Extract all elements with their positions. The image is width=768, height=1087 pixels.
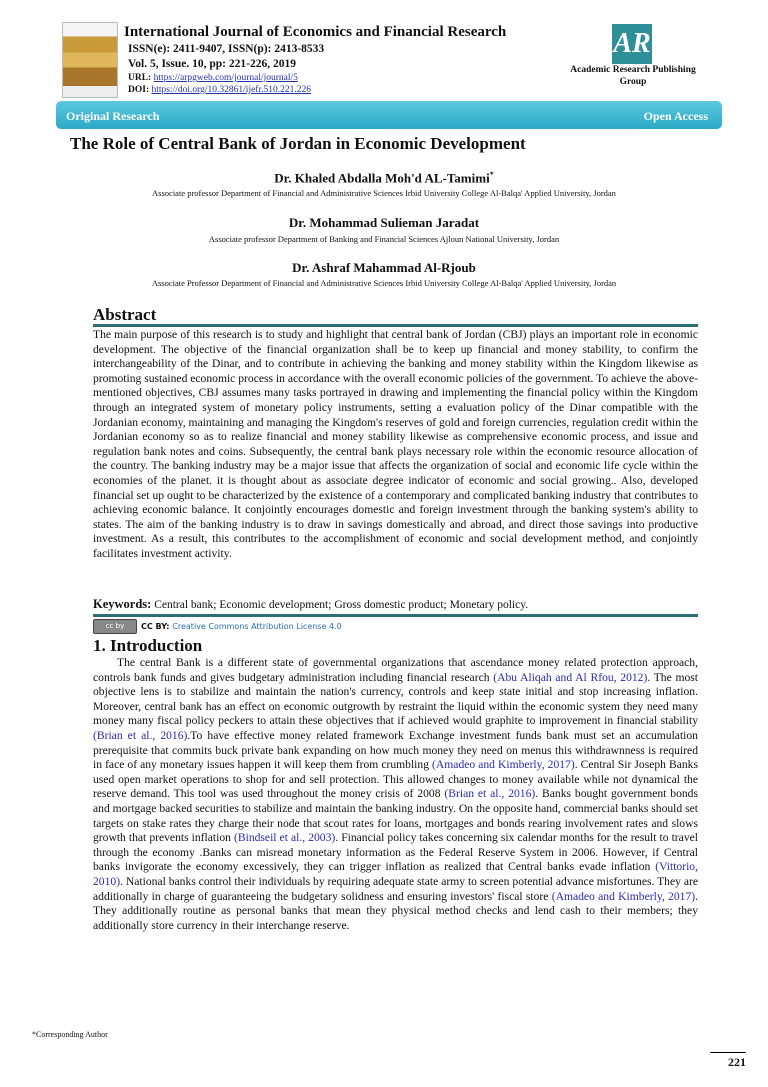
citation-link[interactable]: (Abu Aliqah and Al Rfou, 2012) <box>493 670 648 684</box>
publisher-logo: AR <box>612 24 652 64</box>
keywords-label: Keywords: <box>93 597 152 611</box>
body-text: . National banks control their individuals by requiring adequate state army to screen potential advance misfortunes. They are additionally in charge of guaranteeing the budgetary solidness and ensuring investors' fiscal store <box>93 874 698 903</box>
keywords <box>93 597 528 612</box>
body-text: . They additionally routine as personal banks that mean they physical method checks and lend cash to their members; they additionally store currency in their interchange reserve. <box>93 889 699 932</box>
license-line <box>93 619 342 634</box>
license-link[interactable]: Creative Commons Attribution License 4.0 <box>172 622 342 631</box>
abstract-heading: Abstract <box>93 305 157 324</box>
url-label: URL: <box>128 73 154 83</box>
divider <box>93 324 698 327</box>
body-text: . Financial policy takes concerning six calendar months for the result to travel through the economy .Banks can misread monetary information as the Federal Reserve System in 2006. However, if Central banks invigorate the economy excessively, they can trigger inflation as realized that Central banks evade inflation <box>93 831 698 874</box>
article-type: Original Research <box>66 109 160 123</box>
author-affiliation: Associate Professor Department of Financial and Administrative Sciences Irbid University College Al-Balqa' Applied University, Jordan <box>151 278 617 288</box>
body-text: .To have effective money related framework Exchange investment funds bank must set an accumulation prerequisite that commits buck private bank expanding on how much money they need on menus this withdrawnness is required in face of any monetary issues happen it will keep them from crumbling <box>93 728 698 772</box>
cc-by-icon: cc by <box>93 619 137 634</box>
journal-cover-image <box>62 22 118 98</box>
divider <box>93 614 698 617</box>
corresponding-author-note: *Corresponding Author <box>32 1030 108 1039</box>
journal-url-link[interactable]: https://arpgweb.com/journal/journal/5 <box>153 73 298 83</box>
doi-line <box>128 85 311 95</box>
body-text: . The most objective lens is to stabilize and maintain the nation's currency, controls and keep state initial and stop increasing inflation. Moreover, central bank has an effect on economic outgrowth by restraint the liquid within the economic system they need many money many fiscal policy peckers to attain these objectives that if achieved would graphite to improvement in financial stability <box>93 670 699 728</box>
body-text: . Banks bought government bonds and mortgage backed securities to stabilize and maintain the banking industry. On the opposite hand, commercial banks should set targets on stake rates they charge their node that scout rates for loans, mortgages and bonds rearing involvement rates and slows growth that prevents inflation <box>93 787 698 845</box>
citation-link[interactable]: (Brian et al., 2016) <box>93 728 188 742</box>
abstract-text: The main purpose of this research is to study and highlight that central bank of Jordan (CBJ) plays an important role in economic development. The objective of the financial organization shall be to keep up financial and money stability, to confirm the interchangeability of the Dinar, and to contribute in achieving the banking and money stability within the Kingdom likewise as promoting sustained economic process in accordance with the overall economic policies of the government. To achieve the above- mentioned objectives, CBJ assumes many tasks portrayed in drawing and implementing the financial policy within the Kingdom through an integrated system of monetary policy instruments, setting a evaluation policy of the Dinar compatible with the Jordanian economy, maintaining and managing the Kingdom's reserves of gold and foreign currencies, regulation credit within the Jordanian economy so as to realize financial and money stability likewise as comprehensive economic process, and issue and regulation bank notes and coins. Subsequently, the central bank plays necessary role within the economic resource allocation of the country. The banking industry may be a major issue that affects the organization of social and economic life cycle within the economies of the planet. it is thought about as associate degree indicator of economic and social growing.. Also, developed financial set up ought to be characterized by the existence of a contemporary and complicated banking industry that contributes to achieving economic balance. It conjointly encourages domestic and foreign investment through the banking system's ability to states. The aim of the banking industry is to draw in savings domestically and abroad, and direct those savings into productive investment. As a result, this contributes to the accomplishment of economic and social development method, and conjointly facilitates investment activity. <box>93 328 698 560</box>
citation-link[interactable]: (Amadeo and Kimberly, 2017) <box>551 889 696 903</box>
paper-title: The Role of Central Bank of Jordan in Economic Development <box>70 134 526 153</box>
author-name: Dr. Ashraf Mahammad Al-Rjoub <box>292 260 476 275</box>
introduction-heading: 1. Introduction <box>93 636 203 655</box>
article-type-band <box>56 101 722 129</box>
volume-info: Vol. 5, Issue. 10, pp: 221-226, 2019 <box>128 58 296 70</box>
open-access-label: Open Access <box>643 109 708 123</box>
issn: ISSN(e): 2411-9407, ISSN(p): 2413-8533 <box>128 43 325 55</box>
publisher-name: Academic Research Publishing Group <box>570 65 696 87</box>
author-affiliation: Associate professor Department of Banking and Financial Sciences Ajloun National University, Jordan <box>208 234 560 244</box>
body-text: The central Bank is a different state of governmental organizations that ascendance money related protection approach, controls bank funds and gives budgetary administration including financial research <box>93 656 698 684</box>
citation-link[interactable]: (Vittorio, 2010) <box>93 860 698 888</box>
citation-link[interactable]: (Bindseil et al., 2003) <box>234 831 336 845</box>
body-text: . Central Sir Joseph Banks used open market operations to shop for and sell protection. This allowed changes to money available while not dynamical the reserve demand. This tool was used throughout the money crisis of 2008 <box>93 758 698 801</box>
license-label: CC BY: <box>141 622 173 631</box>
author-affiliation: Associate professor Department of Financial and Administrative Sciences Irbid University College Al-Balqa' Applied University, Jordan <box>152 188 616 198</box>
citation-link[interactable]: (Amadeo and Kimberly, 2017) <box>432 758 575 772</box>
url-line <box>128 73 298 83</box>
page-number: 221 <box>710 1052 746 1070</box>
keywords-list: Central bank; Economic development; Gross domestic product; Monetary policy. <box>151 599 529 611</box>
introduction-text <box>93 656 698 933</box>
journal-title: International Journal of Economics and Financial Research <box>124 24 507 40</box>
author-name: Dr. Mohammad Sulieman Jaradat <box>288 215 480 230</box>
doi-label: DOI: <box>128 85 152 95</box>
doi-link[interactable]: https://doi.org/10.32861/ijefr.510.221.226 <box>151 85 311 95</box>
author-name: Dr. Khaled Abdalla Moh'd AL-Tamimi* <box>274 170 494 186</box>
citation-link[interactable]: (Brian et al., 2016) <box>444 787 536 801</box>
